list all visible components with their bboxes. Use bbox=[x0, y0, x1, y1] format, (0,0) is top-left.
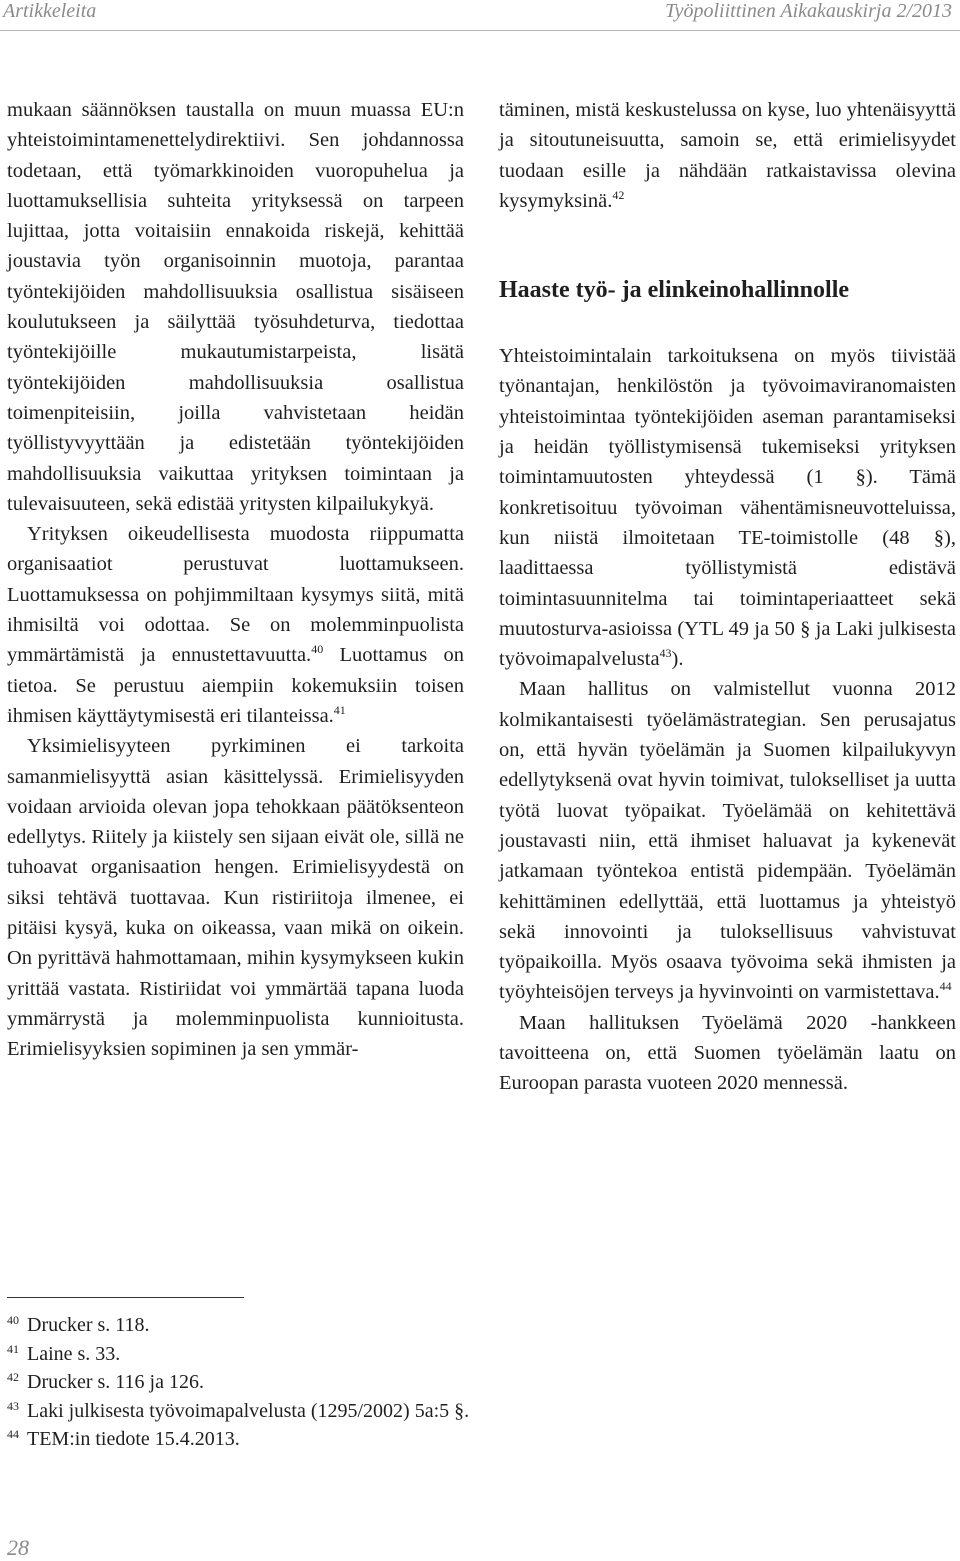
footnote-text: Laki julkisesta työvoimapalvelusta (1295/2002) 5a:5 §. bbox=[27, 1399, 470, 1422]
footnote-text: Drucker s. 116 ja 126. bbox=[27, 1371, 204, 1393]
paragraph-text: täminen, mistä keskustelussa on kyse, luo yhtenäisyyttä ja sitoutuneisuutta, samoin se, että erimielisyydet tuodaan esille ja nähdään ratkaistavissa olevina kysymyksinä. bbox=[499, 99, 956, 212]
footnotes bbox=[7, 1311, 707, 1454]
footnote-number: 44 bbox=[7, 1427, 19, 1441]
left-column bbox=[7, 95, 464, 1065]
footnote-ref[interactable]: 40 bbox=[311, 642, 324, 657]
header-rule bbox=[0, 30, 960, 31]
footnote bbox=[7, 1340, 707, 1369]
paragraph-text: Maan hallituksen Työelämä 2020 -hankkeen tavoitteena on, että Suomen työelämän laatu on Euroopan parasta vuoteen 2020 mennessä. bbox=[499, 1011, 956, 1095]
paragraph bbox=[7, 519, 464, 731]
paragraph-text: ). bbox=[671, 648, 684, 671]
paragraph-text: Yksimielisyyteen pyrkiminen ei tarkoita samanmielisyyttä asian käsittelyssä. Erimielisyyden voidaan arvioida olevan jopa tehokkaan päätöksenteon edellytys. Riitely ja kiistely sen sijaan eivät ole, sillä ne tuhoavat organisaation hengen. Erimielisyydestä on siksi tehtävä tuottavaa. Kun ristiriitoja ilmenee, ei pitäisi kysyä, kuka on oikeassa, vaan mikä on oikein. On pyrittävä hahmottamaan, mihin kysymykseen kukin yrittää vastata. Ristiriidat voi ymmärtää tapana luoda ymmärrystä ja molemminpuolista kunnioitusta. Erimielisyyksien sopiminen ja sen ymmär- bbox=[7, 735, 464, 1061]
paragraph-text: Yhteistoimintalain tarkoituksena on myös tiivistää työnantajan, henkilöstön ja työvoimaviranomaisten yhteistoimintaa työntekijöiden aseman parantamiseksi ja heidän työllistymisensä tukemiseksi yrityksen toimintamuutosten yhteydessä (1 §). Tämä konkretisoituu työvoiman vähentämisneuvotteluissa, kun niistä ilmoitetaan TE-toimistolle (48 §), laadittaessa työllistymistä edistävä toimintasuunnitelma tai toimintaperiaatteet sekä muutosturva-asioissa (YTL 49 ja 50 § ja Laki julkisesta työvoimapalvelusta bbox=[499, 345, 956, 671]
section-heading: Haaste työ- ja elinkeinohallinnolle bbox=[499, 277, 850, 304]
paragraph bbox=[7, 731, 464, 1064]
footnote bbox=[7, 1397, 707, 1426]
running-header bbox=[0, 0, 960, 28]
paragraph-text: mukaan säännöksen taustalla on muun muassa EU:n yhteistoimintamenettelydirektiivi. Sen johdannossa todetaan, että työmarkkinoiden vuoropuhelua ja luottamuksellisia suhteita yrityksessä on tarpeen lujittaa, jotta voitaisiin ennakoida riskejä, kehittää joustavia työn organisoinnin muotoja, parantaa työntekijöiden mahdollisuuksia osallistua sisäiseen koulutukseen ja säilyttää työsuhdeturva, tiedottaa työntekijöille mukautumistarpeista, lisätä työntekijöiden mahdollisuuksia osallistua toimenpiteisiin, joilla vahvistetaan heidän työllistyvyyttään ja edistetään työntekijöiden mahdollisuuksia vaikuttaa yrityksen toimintaan ja tulevaisuuteen, sekä edistää yritysten kilpailukykyä. bbox=[7, 99, 464, 515]
section-label: Artikkeleita bbox=[3, 0, 97, 22]
footnote-number: 42 bbox=[7, 1370, 19, 1384]
footnote-ref[interactable]: 41 bbox=[333, 702, 346, 717]
page-number: 28 bbox=[7, 1535, 29, 1560]
paragraph bbox=[499, 1008, 956, 1099]
footnote-ref[interactable]: 42 bbox=[612, 187, 625, 202]
paragraph bbox=[499, 95, 956, 216]
paragraph-text: Maan hallitus on valmistellut vuonna 2012 kolmikantaisesti työelämästrategian. Sen perusajatus on, että hyvän työelämän ja Suomen kilpailukyvyn edellytyksenä ovat hyvin toimivat, tulokselliset ja uutta työtä luovat työpaikat. Työelämää on kehitettävä joustavasti niin, että ihmiset haluavat ja kykenevät jatkamaan työntekoa entistä pidempään. Työelämän kehittäminen edellyttää, että luottamus ja yhteistyö sekä innovointi ja tuloksellisuus vahvistuvat työpaikoilla. Myös osaava työvoima sekä ihmisten ja työyhteisöjen terveys ja hyvinvointi on varmistettava. bbox=[499, 678, 956, 1004]
paragraph-text: Yrityksen oikeudellisesta muodosta riippumatta organisaatiot perustuvat luottamukseen. Luottamuksessa on pohjimmiltaan kysymys siitä, mitä ihmisiltä voi odottaa. Se on molemminpuolista ymmärtämistä ja ennustettavuutta. bbox=[7, 523, 464, 667]
paragraph bbox=[499, 674, 956, 1007]
footnote-rule bbox=[7, 1297, 244, 1298]
footnote-number: 43 bbox=[7, 1398, 19, 1413]
footnote-ref[interactable]: 43 bbox=[659, 646, 672, 661]
footnote-ref[interactable]: 44 bbox=[939, 979, 952, 994]
footnote-number: 41 bbox=[7, 1341, 19, 1356]
footnote-number: 40 bbox=[7, 1313, 19, 1327]
right-column bbox=[499, 95, 956, 1099]
footnote bbox=[7, 1311, 707, 1340]
paragraph bbox=[7, 95, 464, 519]
footnote-text: Laine s. 33. bbox=[27, 1342, 121, 1365]
footnote bbox=[7, 1425, 707, 1454]
paragraph bbox=[499, 341, 956, 674]
journal-title: Työpoliittinen Aikakauskirja 2/2013 bbox=[664, 0, 952, 22]
footnote-text: TEM:in tiedote 15.4.2013. bbox=[27, 1428, 240, 1450]
paragraph-text: Luottamus on tietoa. Se perustuu aiempiin kokemuksiin toisen ihmisen käyttäytymisestä eri tilanteissa. bbox=[7, 644, 465, 727]
footnote bbox=[7, 1368, 707, 1397]
footnote-text: Drucker s. 118. bbox=[27, 1314, 150, 1336]
